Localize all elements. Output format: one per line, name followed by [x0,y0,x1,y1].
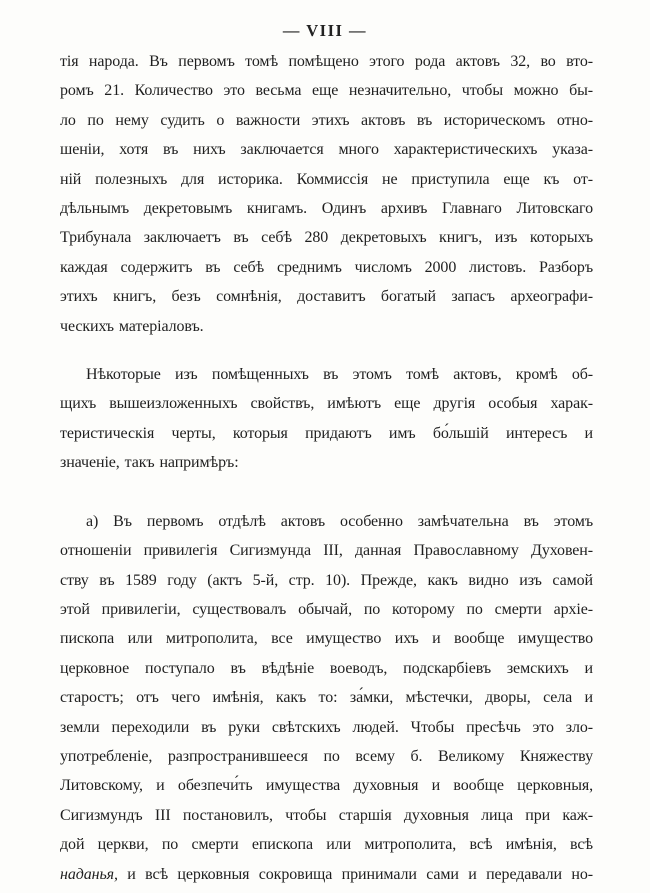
text-line [60,135,593,164]
text-segment: и всѣ церковныя сокровища принимали сами и передавали но- [117,865,593,883]
text-segment: дѣльнымъ декретовымъ книгамъ. Одинъ архивъ Главнаго Литовскаго [60,200,593,218]
text-line [60,448,593,477]
text-segment: щихъ вышеизложенныхъ свойствъ, имѣютъ еще другія особыя харак- [60,395,593,413]
text-segment: пископа или митрополита, все имущество ихъ и вообще имущество [60,630,593,648]
text-segment: Литовскому, и обезпечи́ть имущества духовныя и вообще церковныя, [60,777,593,795]
text-segment: а) Въ первомъ отдѣлѣ актовъ особенно замѣчательна въ этомъ [86,512,593,530]
text-line [60,106,593,135]
text-line [60,536,593,565]
text-segment: отношеніи привилегія Сигизмунда III, данная Православному Духовен- [60,542,593,560]
text-segment: Трибунала заключаетъ въ себѣ 280 декретовыхъ книгъ, изъ которыхъ [60,229,593,247]
text-segment: ній полезныхъ для историка. Коммиссія не приступила еще къ от- [60,170,593,188]
page-body [60,47,593,889]
text-line [60,194,593,223]
text-line [60,312,593,341]
text-line [60,860,593,889]
text-line [60,253,593,282]
text-line [60,801,593,830]
text-line [60,683,593,712]
text-line [60,595,593,624]
text-line [60,76,593,105]
text-line [60,223,593,252]
italic-term: наданья, [60,865,118,883]
text-line [60,360,593,389]
text-line [60,566,593,595]
text-segment: этой привилегіи, существовалъ обычай, по которому по смерти архіе- [60,600,593,618]
paragraph [60,507,593,889]
text-line [60,165,593,194]
text-segment: Нѣкоторые изъ помѣщенныхъ въ этомъ томѣ актовъ, кромѣ об- [86,366,593,384]
text-segment: этихъ книгъ, безъ сомнѣнія, доставитъ богатый запасъ археографи- [60,288,593,306]
text-segment: старостъ; отъ чего имѣнія, какъ то: за́мки, мѣстечки, дворы, села и [60,689,593,707]
text-segment: ческихъ матеріаловъ. [60,317,204,335]
text-segment: тія народа. Въ первомъ томѣ помѣщено этого рода актовъ 32, во вто- [60,53,593,70]
text-line [60,742,593,771]
text-segment: ромъ 21. Количество это весьма еще незначительно, чтобы можно бы- [60,82,593,100]
text-line [60,713,593,742]
paragraph [60,360,593,478]
text-line [60,507,593,536]
text-segment: дой церкви, по смерти епископа или митрополита, всѣ имѣнія, всѣ [60,836,593,854]
text-line [60,771,593,800]
text-line [60,389,593,418]
text-segment: шеніи, хотя въ нихъ заключается много характеристическихъ указа- [60,141,593,159]
text-line [60,830,593,859]
text-segment: ству въ 1589 году (актъ 5-й, стр. 10). Прежде, какъ видно изъ самой [60,571,593,589]
text-segment: значеніе, такъ напримѣръ: [60,454,239,472]
paragraph [60,47,593,341]
text-segment: земли переходили въ руки свѣтскихъ людей. Чтобы пресѣчь это зло- [60,718,593,736]
page-number-header: — VIII — [282,21,368,40]
text-segment: употребленіе, разпространившееся по всему б. Великому Княжеству [60,747,593,765]
text-line [60,654,593,683]
text-line [60,624,593,653]
text-segment: каждая содержитъ въ себѣ среднимъ числомъ 2000 листовъ. Разборъ [60,258,593,276]
text-line [60,47,593,76]
text-segment: Сигизмундъ III постановилъ, чтобы старшія духовныя лица при каж- [60,806,593,824]
text-segment: ло по нему судить о важности этихъ актовъ въ историческомъ отно- [60,111,593,129]
text-line [60,419,593,448]
text-segment: церковное поступало въ вѣдѣніе воеводъ, подскарбіевъ земскихъ и [60,659,593,677]
text-segment: теристическія черты, которыя придаютъ имъ бо́льшій интересъ и [60,424,593,442]
text-line [60,282,593,311]
